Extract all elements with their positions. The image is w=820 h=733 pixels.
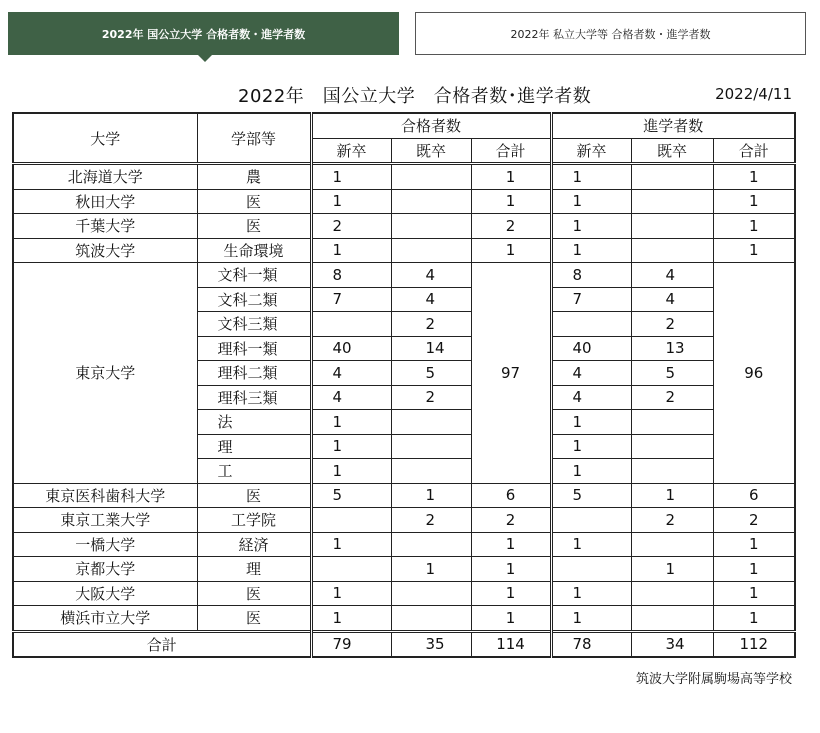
passed-new <box>311 557 391 582</box>
passed-total: 6 <box>471 483 551 508</box>
passed-prior <box>391 410 471 435</box>
enrolled-prior <box>631 214 713 239</box>
enrolled-total: 6 <box>713 483 795 508</box>
passed-new: 4 <box>311 385 391 410</box>
passed-new: 5 <box>311 483 391 508</box>
passed-total: 1 <box>471 581 551 606</box>
passed-prior <box>391 238 471 263</box>
university-name: 千葉大学 <box>13 214 197 239</box>
faculty-name: 医 <box>197 483 311 508</box>
university-name: 大阪大学 <box>13 581 197 606</box>
table-row <box>13 483 795 508</box>
header-row <box>13 113 795 138</box>
enrolled-prior: 2 <box>631 312 713 337</box>
enrolled-prior <box>631 606 713 632</box>
header-enrolled-new: 新卒 <box>551 138 631 164</box>
enrolled-new: 8 <box>551 263 631 288</box>
enrolled-total: 1 <box>713 164 795 190</box>
faculty-name: 生命環境 <box>197 238 311 263</box>
tab-bar <box>8 12 806 57</box>
passed-prior <box>391 164 471 190</box>
passed-total: 2 <box>471 214 551 239</box>
table-row <box>13 189 795 214</box>
enrolled-prior <box>631 410 713 435</box>
passed-new <box>311 312 391 337</box>
enrolled-prior: 4 <box>631 263 713 288</box>
enrolled-total: 1 <box>713 532 795 557</box>
header-passed-total: 合計 <box>471 138 551 164</box>
passed-total: 1 <box>471 532 551 557</box>
enrolled-total: 1 <box>713 606 795 632</box>
enrolled-prior <box>631 459 713 484</box>
passed-new: 1 <box>311 434 391 459</box>
passed-total: 1 <box>471 164 551 190</box>
totals-passed-total: 114 <box>471 631 551 657</box>
header-passed: 合格者数 <box>311 113 551 138</box>
enrolled-new: 1 <box>551 459 631 484</box>
university-name: 北海道大学 <box>13 164 197 190</box>
table-row <box>13 164 795 190</box>
passed-prior <box>391 189 471 214</box>
enrolled-new: 1 <box>551 189 631 214</box>
enrolled-prior <box>631 164 713 190</box>
passed-new: 1 <box>311 410 391 435</box>
passed-total: 2 <box>471 508 551 533</box>
enrolled-prior: 2 <box>631 385 713 410</box>
table-row <box>13 606 795 632</box>
passed-prior <box>391 606 471 632</box>
enrolled-new: 4 <box>551 385 631 410</box>
enrolled-prior <box>631 189 713 214</box>
faculty-name: 文科三類 <box>197 312 311 337</box>
passed-total: 1 <box>471 238 551 263</box>
faculty-name: 医 <box>197 581 311 606</box>
passed-total: 1 <box>471 557 551 582</box>
passed-prior <box>391 434 471 459</box>
header-enrolled-total: 合計 <box>713 138 795 164</box>
enrolled-new: 1 <box>551 238 631 263</box>
passed-prior: 1 <box>391 557 471 582</box>
faculty-name: 医 <box>197 214 311 239</box>
header-faculty: 学部等 <box>197 113 311 164</box>
university-name: 一橋大学 <box>13 532 197 557</box>
table-row <box>13 263 795 288</box>
enrolled-new: 1 <box>551 214 631 239</box>
enrolled-total: 1 <box>713 189 795 214</box>
totals-passed-new: 79 <box>311 631 391 657</box>
passed-new <box>311 508 391 533</box>
enrolled-new: 1 <box>551 581 631 606</box>
enrolled-prior <box>631 581 713 606</box>
passed-prior: 5 <box>391 361 471 386</box>
faculty-name: 理 <box>197 434 311 459</box>
passed-new: 1 <box>311 189 391 214</box>
passed-prior: 2 <box>391 508 471 533</box>
faculty-name: 農 <box>197 164 311 190</box>
passed-new: 7 <box>311 287 391 312</box>
university-name: 東京工業大学 <box>13 508 197 533</box>
header-passed-prior: 既卒 <box>391 138 471 164</box>
enrolled-prior: 4 <box>631 287 713 312</box>
university-name: 京都大学 <box>13 557 197 582</box>
enrolled-prior <box>631 238 713 263</box>
faculty-name: 法 <box>197 410 311 435</box>
enrolled-new: 40 <box>551 336 631 361</box>
passed-prior <box>391 459 471 484</box>
enrolled-total: 1 <box>713 214 795 239</box>
results-table <box>12 112 796 658</box>
enrolled-total: 1 <box>713 238 795 263</box>
enrolled-new <box>551 312 631 337</box>
faculty-name: 理 <box>197 557 311 582</box>
enrolled-total: 1 <box>713 557 795 582</box>
passed-total: 97 <box>471 263 551 484</box>
passed-new: 4 <box>311 361 391 386</box>
faculty-name: 文科一類 <box>197 263 311 288</box>
university-name: 東京医科歯科大学 <box>13 483 197 508</box>
document-date: 2022/4/11 <box>715 85 792 103</box>
totals-label: 合計 <box>13 631 311 657</box>
enrolled-new: 4 <box>551 361 631 386</box>
totals-enrolled-prior: 34 <box>631 631 713 657</box>
tab-national-public[interactable]: 2022年 国公立大学 合格者数・進学者数 <box>8 12 399 55</box>
enrolled-new <box>551 557 631 582</box>
enrolled-new: 1 <box>551 532 631 557</box>
totals-enrolled-total: 112 <box>713 631 795 657</box>
passed-new: 1 <box>311 581 391 606</box>
university-name: 横浜市立大学 <box>13 606 197 632</box>
passed-prior: 4 <box>391 287 471 312</box>
faculty-name: 工 <box>197 459 311 484</box>
faculty-name: 理科一類 <box>197 336 311 361</box>
enrolled-prior: 13 <box>631 336 713 361</box>
passed-new: 2 <box>311 214 391 239</box>
enrolled-prior: 2 <box>631 508 713 533</box>
table-row <box>13 214 795 239</box>
enrolled-new: 1 <box>551 410 631 435</box>
enrolled-new: 1 <box>551 606 631 632</box>
table-row <box>13 532 795 557</box>
active-tab-arrow-icon <box>198 55 212 62</box>
passed-prior: 2 <box>391 312 471 337</box>
passed-prior <box>391 581 471 606</box>
passed-prior: 4 <box>391 263 471 288</box>
passed-prior: 2 <box>391 385 471 410</box>
enrolled-prior <box>631 532 713 557</box>
table-row <box>13 238 795 263</box>
table-row <box>13 508 795 533</box>
faculty-name: 医 <box>197 189 311 214</box>
results-body <box>13 164 795 658</box>
enrolled-new: 7 <box>551 287 631 312</box>
school-name: 筑波大学附属駒場高等学校 <box>635 672 792 687</box>
totals-passed-prior: 35 <box>391 631 471 657</box>
faculty-name: 経済 <box>197 532 311 557</box>
faculty-name: 理科三類 <box>197 385 311 410</box>
enrolled-total: 2 <box>713 508 795 533</box>
passed-prior <box>391 214 471 239</box>
enrolled-new <box>551 508 631 533</box>
passed-new: 8 <box>311 263 391 288</box>
passed-prior <box>391 532 471 557</box>
faculty-name: 工学院 <box>197 508 311 533</box>
totals-row <box>13 631 795 657</box>
passed-new: 1 <box>311 164 391 190</box>
enrolled-prior <box>631 434 713 459</box>
faculty-name: 医 <box>197 606 311 632</box>
passed-new: 1 <box>311 238 391 263</box>
enrolled-total: 1 <box>713 581 795 606</box>
enrolled-prior: 1 <box>631 557 713 582</box>
header-enrolled-prior: 既卒 <box>631 138 713 164</box>
header-enrolled: 進学者数 <box>551 113 795 138</box>
passed-new: 40 <box>311 336 391 361</box>
passed-total: 1 <box>471 189 551 214</box>
enrolled-new: 5 <box>551 483 631 508</box>
header-passed-new: 新卒 <box>311 138 391 164</box>
passed-new: 1 <box>311 606 391 632</box>
passed-new: 1 <box>311 532 391 557</box>
enrolled-new: 1 <box>551 164 631 190</box>
university-name: 筑波大学 <box>13 238 197 263</box>
passed-prior: 1 <box>391 483 471 508</box>
tab-private[interactable]: 2022年 私立大学等 合格者数・進学者数 <box>415 12 806 55</box>
enrolled-new: 1 <box>551 434 631 459</box>
header-university: 大学 <box>13 113 197 164</box>
passed-new: 1 <box>311 459 391 484</box>
faculty-name: 文科二類 <box>197 287 311 312</box>
enrolled-prior: 5 <box>631 361 713 386</box>
passed-total: 1 <box>471 606 551 632</box>
table-row <box>13 557 795 582</box>
university-name: 東京大学 <box>13 263 197 484</box>
totals-enrolled-new: 78 <box>551 631 631 657</box>
enrolled-prior: 1 <box>631 483 713 508</box>
university-name: 秋田大学 <box>13 189 197 214</box>
table-row <box>13 581 795 606</box>
enrolled-total: 96 <box>713 263 795 484</box>
faculty-name: 理科二類 <box>197 361 311 386</box>
document-title: 2022年 国公立大学 合格者数･進学者数 <box>238 86 592 107</box>
passed-prior: 14 <box>391 336 471 361</box>
